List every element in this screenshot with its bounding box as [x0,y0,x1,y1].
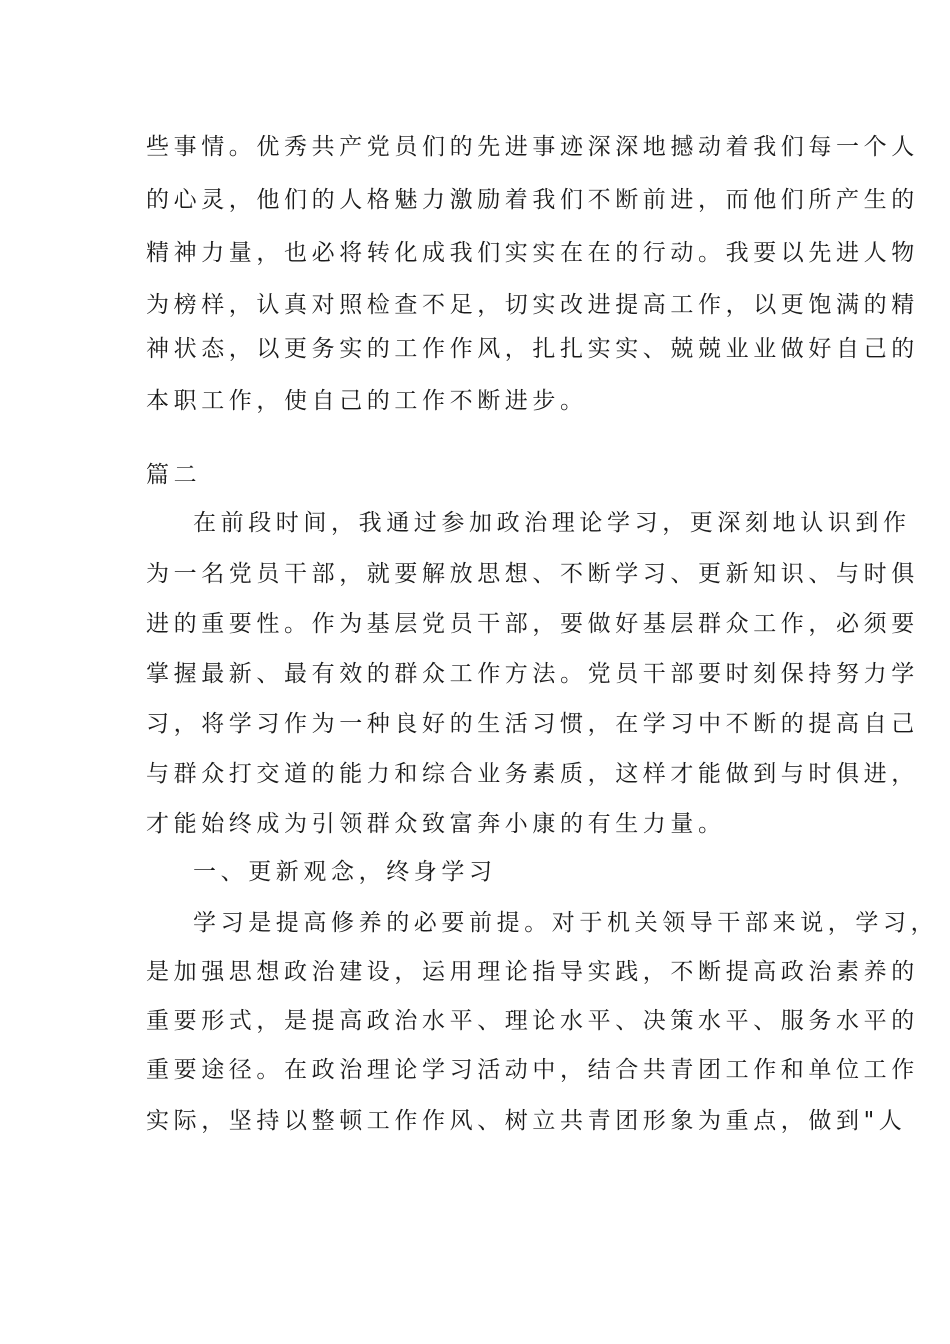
text-line: 本职工作，使自己的工作不断进步。 [146,388,588,414]
subheading: 一、更新观念，终身学习 [193,859,497,885]
text-line: 才能始终成为引领群众致富奔小康的有生力量。 [146,811,726,837]
text-line: 进的重要性。作为基层党员干部，要做好基层群众工作，必须要 [146,611,919,637]
text-line: 习，将学习作为一种良好的生活习惯，在学习中不断的提高自己 [146,711,919,737]
text-line: 实际，坚持以整顿工作作风、树立共青团形象为重点，做到"人 [146,1108,907,1134]
text-line: 精神力量，也必将转化成我们实实在在的行动。我要以先进人物 [146,240,919,266]
text-line: 的心灵，他们的人格魅力激励着我们不断前进，而他们所产生的 [146,187,919,213]
text-line: 与群众打交道的能力和综合业务素质，这样才能做到与时俱进， [146,761,919,787]
section-heading: 篇二 [146,462,202,488]
text-line: 学习是提高修养的必要前提。对于机关领导干部来说，学习， [193,910,939,936]
text-line: 在前段时间，我通过参加政治理论学习，更深刻地认识到作 [193,510,911,536]
text-line: 重要途径。在政治理论学习活动中，结合共青团工作和单位工作 [146,1057,919,1083]
text-line: 为榜样，认真对照检查不足，切实改进提高工作，以更饱满的精 [146,292,919,318]
text-line: 些事情。优秀共产党员们的先进事迹深深地撼动着我们每一个人 [146,134,919,160]
text-line: 神状态，以更务实的工作作风，扎扎实实、兢兢业业做好自己的 [146,336,919,362]
text-line: 掌握最新、最有效的群众工作方法。党员干部要时刻保持努力学 [146,661,919,687]
text-line: 为一名党员干部，就要解放思想、不断学习、更新知识、与时俱 [146,561,919,587]
text-line: 重要形式，是提高政治水平、理论水平、决策水平、服务水平的 [146,1008,919,1034]
text-line: 是加强思想政治建设，运用理论指导实践，不断提高政治素养的 [146,959,919,985]
